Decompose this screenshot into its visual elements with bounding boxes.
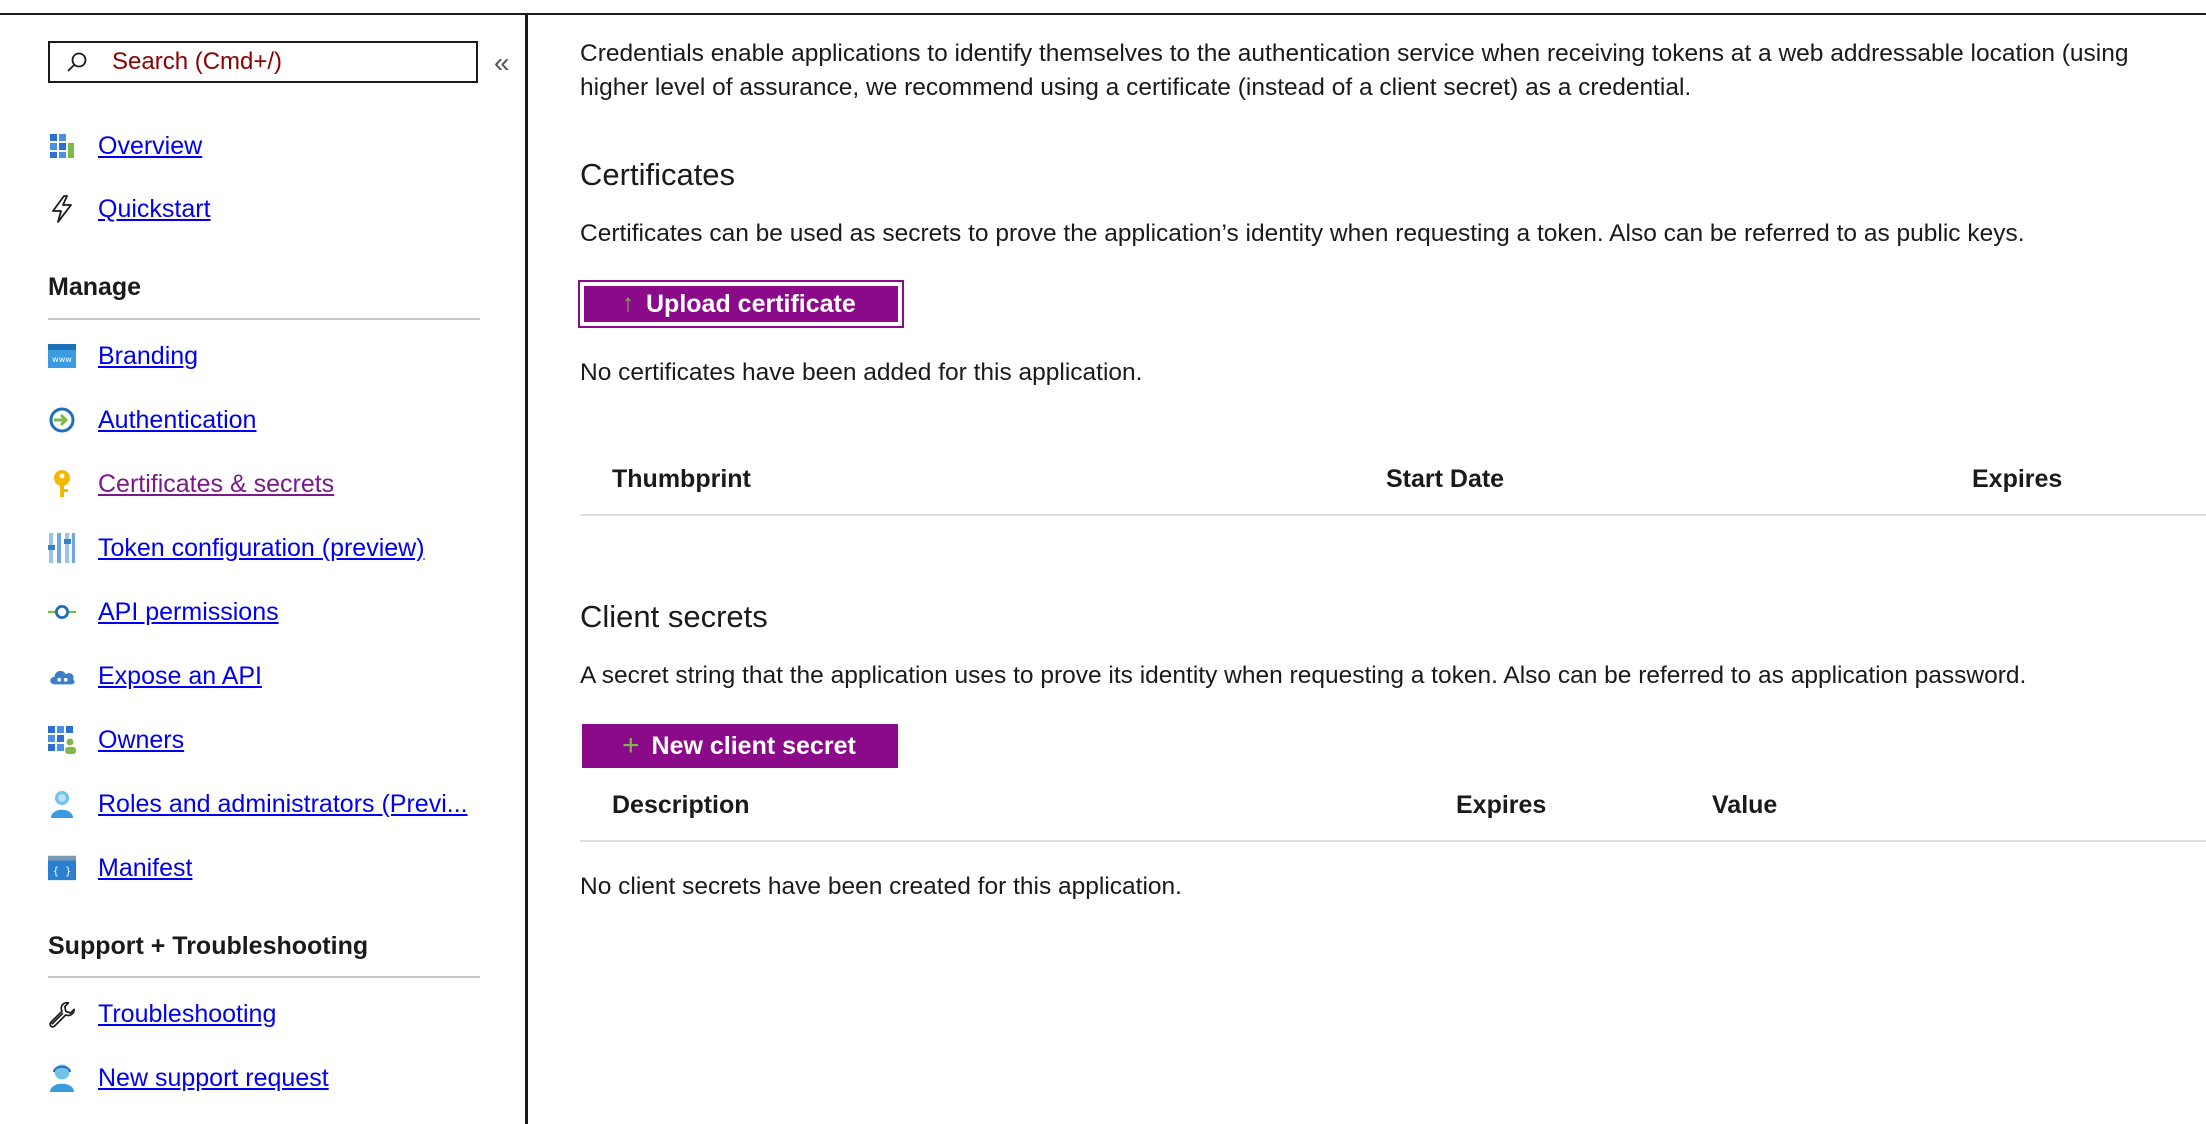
key-icon <box>48 470 76 498</box>
new-client-secret-label: New client secret <box>651 731 856 760</box>
sidebar-item-label: Overview <box>98 131 203 160</box>
sidebar-item-api-permissions[interactable] <box>48 592 279 632</box>
column-header-value: Value <box>1712 791 1778 819</box>
svg-text:{ }: { } <box>52 865 72 878</box>
upload-certificate-button[interactable] <box>582 284 900 324</box>
sidebar-item-certificates-secrets[interactable] <box>48 464 334 504</box>
authentication-arrow-icon <box>48 406 76 434</box>
sidebar-item-authentication[interactable] <box>48 400 256 440</box>
intro-line: higher level of assurance, we recommend using a certificate (instead of a client secret) as a credential. <box>580 74 1692 101</box>
credentials-intro <box>580 37 2206 105</box>
intro-line: Credentials enable applications to identify themselves to the authentication service when receiving tokens at a web addressable location (using <box>580 40 2129 67</box>
sidebar-item-label: API permissions <box>98 597 279 626</box>
sidebar-item-overview[interactable] <box>48 126 202 166</box>
manage-divider <box>48 318 480 320</box>
client-secrets-heading: Client secrets <box>580 599 768 634</box>
sidebar-item-roles-administrators[interactable] <box>48 784 468 824</box>
top-border <box>0 0 2206 15</box>
sidebar-item-label: Manifest <box>98 853 193 882</box>
sidebar-item-label: Branding <box>98 341 199 370</box>
sidebar-item-label: Certificates & secrets <box>98 469 335 498</box>
column-header-thumbprint: Thumbprint <box>612 465 751 493</box>
svg-text:www: www <box>52 355 72 364</box>
certificates-table-divider <box>580 514 2206 516</box>
search-input[interactable] <box>112 48 442 76</box>
column-header-expires: Expires <box>1456 791 1547 819</box>
new-client-secret-button[interactable] <box>582 724 898 768</box>
column-header-start-date: Start Date <box>1386 465 1505 493</box>
sidebar-item-label: Token configuration (preview) <box>98 533 425 562</box>
sidebar-item-new-support-request[interactable] <box>48 1058 329 1098</box>
certificates-description: Certificates can be used as secrets to prove the application’s identity when requesting a token. Also can be referred to as public keys. <box>580 220 2025 247</box>
client-secrets-empty-message: No client secrets have been created for this application. <box>580 873 1182 900</box>
owners-grid-icon <box>48 726 76 754</box>
api-permissions-icon <box>48 598 76 626</box>
sidebar-item-token-configuration[interactable] <box>48 528 425 568</box>
support-heading: Support + Troubleshooting <box>48 932 369 960</box>
manifest-braces-icon <box>48 854 76 882</box>
search-icon <box>66 51 88 73</box>
support-user-icon <box>48 1064 76 1092</box>
sidebar-item-label: Quickstart <box>98 194 211 223</box>
upload-arrow-icon: ↑ <box>622 290 634 317</box>
sidebar-item-manifest[interactable] <box>48 848 192 888</box>
sidebar-item-label: Owners <box>98 725 185 754</box>
support-divider <box>48 976 480 978</box>
main-content <box>580 15 2206 1124</box>
token-bars-icon <box>48 534 76 562</box>
search-box[interactable] <box>48 41 478 83</box>
certificates-empty-message: No certificates have been added for this application. <box>580 359 1143 386</box>
manage-heading: Manage <box>48 273 142 301</box>
collapse-sidebar-icon[interactable]: « <box>494 47 510 78</box>
sidebar-item-label: Authentication <box>98 405 257 434</box>
column-header-expires: Expires <box>1972 465 2063 493</box>
certificates-heading: Certificates <box>580 157 736 192</box>
roles-user-icon <box>48 790 76 818</box>
sidebar-item-branding[interactable] <box>48 336 198 376</box>
overview-grid-icon <box>48 132 76 160</box>
sidebar-item-label: Roles and administrators (Previ... <box>98 789 468 818</box>
upload-certificate-label: Upload certificate <box>646 289 856 318</box>
sidebar <box>0 15 528 1124</box>
client-secrets-description: A secret string that the application uses to prove its identity when requesting a token. Also can be referred to as application password. <box>580 662 2027 689</box>
sidebar-item-label: Troubleshooting <box>98 999 277 1028</box>
plus-icon: + <box>622 729 640 762</box>
sidebar-item-expose-api[interactable] <box>48 656 262 696</box>
sidebar-item-label: Expose an API <box>98 661 263 690</box>
wrench-icon <box>48 1000 76 1028</box>
sidebar-item-owners[interactable] <box>48 720 184 760</box>
cloud-icon <box>48 662 76 690</box>
column-header-description: Description <box>612 791 750 819</box>
sidebar-item-quickstart[interactable] <box>48 189 211 229</box>
sidebar-item-troubleshooting[interactable] <box>48 994 276 1034</box>
branding-www-icon <box>48 342 76 370</box>
lightning-icon <box>48 195 76 223</box>
sidebar-item-label: New support request <box>98 1063 329 1092</box>
client-secrets-table-divider <box>580 840 2206 842</box>
